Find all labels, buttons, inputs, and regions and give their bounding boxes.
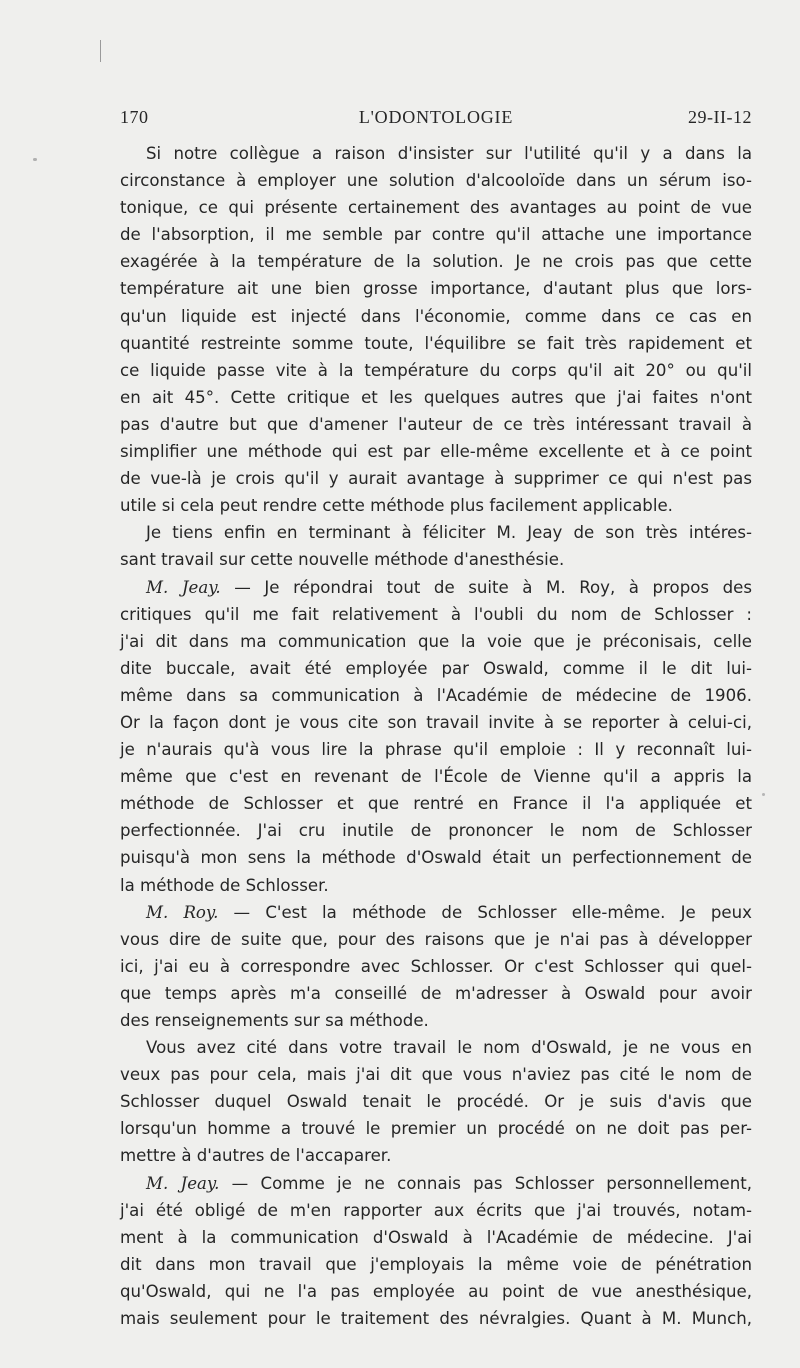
text-line bbox=[120, 303, 752, 330]
line-text: dit dans mon travail que j'employais la même voie de pénétration bbox=[120, 1254, 752, 1274]
line-text: qu'Oswald, qui ne l'a pas employée au point de vue anesthésique, bbox=[120, 1281, 752, 1301]
text-line bbox=[120, 1034, 752, 1061]
line-text: quantité restreinte somme toute, l'équilibre se fait très rapidement et bbox=[120, 333, 752, 353]
text-line bbox=[120, 1278, 752, 1305]
scan-mark bbox=[100, 40, 101, 62]
line-text: simplifier une méthode qui est par elle-même excellente et à ce point bbox=[120, 442, 752, 462]
text-line bbox=[120, 926, 752, 953]
text-line bbox=[120, 167, 752, 194]
text-line bbox=[120, 574, 752, 601]
line-text: sant travail sur cette nouvelle méthode d'anesthésie. bbox=[120, 550, 565, 570]
line-text: exagérée à la température de la solution. Je ne crois pas que cette bbox=[120, 252, 752, 272]
line-text: — Comme je ne connais pas Schlosser personnellement, bbox=[219, 1173, 752, 1193]
text-line bbox=[120, 519, 752, 546]
line-text: de vue-là je crois qu'il y aurait avantage à supprimer ce qui n'est pas bbox=[120, 469, 752, 489]
text-line bbox=[120, 980, 752, 1007]
line-text: — Je répondrai tout de suite à M. Roy, à propos des bbox=[220, 577, 752, 597]
line-text: circonstance à employer une solution d'alcooloïde dans un sérum iso- bbox=[120, 171, 752, 191]
text-line bbox=[120, 1197, 752, 1224]
line-text: Schlosser duquel Oswald tenait le procédé. Or je suis d'avis que bbox=[120, 1092, 752, 1112]
text-line bbox=[120, 275, 752, 302]
text-line bbox=[120, 763, 752, 790]
line-text: Vous avez cité dans votre travail le nom d'Oswald, je ne vous en bbox=[146, 1038, 752, 1058]
line-text: perfectionnée. J'ai cru inutile de prononcer le nom de Schlosser bbox=[120, 821, 752, 841]
text-line bbox=[120, 1251, 752, 1278]
line-text: qu'un liquide est injecté dans l'économie, comme dans ce cas en bbox=[120, 306, 752, 326]
scan-speck bbox=[33, 158, 37, 161]
text-line bbox=[120, 140, 752, 167]
text-line bbox=[120, 655, 752, 682]
text-line bbox=[120, 628, 752, 655]
line-text: Or la façon dont je vous cite son travail invite à se reporter à celui-ci, bbox=[120, 712, 752, 732]
line-text: j'ai été obligé de m'en rapporter aux écrits que j'ai trouvés, notam- bbox=[120, 1200, 752, 1220]
body-text bbox=[120, 140, 752, 1332]
line-text: de l'absorption, il me semble par contre qu'il attache une importance bbox=[120, 225, 752, 245]
text-line bbox=[120, 384, 752, 411]
text-line bbox=[120, 736, 752, 763]
text-line bbox=[120, 872, 752, 899]
line-text: ment à la communication d'Oswald à l'Académie de médecine. J'ai bbox=[120, 1227, 752, 1247]
speaker-name: M. Jeay. bbox=[146, 577, 221, 597]
speaker-name: M. Jeay. bbox=[146, 1173, 220, 1193]
text-line bbox=[120, 492, 752, 519]
line-text: mettre à d'autres de l'accaparer. bbox=[120, 1146, 392, 1166]
scan-speck bbox=[762, 793, 765, 796]
line-text: que temps après m'a conseillé de m'adresser à Oswald pour avoir bbox=[120, 983, 752, 1003]
line-text: — C'est la méthode de Schlosser elle-même. Je peux bbox=[218, 902, 752, 922]
text-line bbox=[120, 411, 752, 438]
text-line bbox=[120, 1305, 752, 1332]
text-line bbox=[120, 1007, 752, 1034]
line-text: même que c'est en revenant de l'École de Vienne qu'il a appris la bbox=[120, 767, 752, 787]
line-text: mais seulement pour le traitement des névralgies. Quant à M. Munch, bbox=[120, 1309, 752, 1329]
text-line bbox=[120, 357, 752, 384]
text-line bbox=[120, 248, 752, 275]
line-text: Je tiens enfin en terminant à féliciter M. Jeay de son très intéres- bbox=[146, 523, 752, 543]
text-line bbox=[120, 1224, 752, 1251]
line-text: ce liquide passe vite à la température du corps qu'il ait 20° ou qu'il bbox=[120, 360, 752, 380]
text-line bbox=[120, 682, 752, 709]
text-line bbox=[120, 194, 752, 221]
line-text: ici, j'ai eu à correspondre avec Schlosser. Or c'est Schlosser qui quel- bbox=[120, 956, 752, 976]
line-text: j'ai dit dans ma communication que la voie que je préconisais, celle bbox=[120, 631, 752, 651]
line-text: puisqu'à mon sens la méthode d'Oswald était un perfectionnement de bbox=[120, 848, 752, 868]
line-text: même dans sa communication à l'Académie de médecine de 1906. bbox=[120, 685, 752, 705]
line-text: veux pas pour cela, mais j'ai dit que vous n'aviez pas cité le nom de bbox=[120, 1065, 752, 1085]
line-text: méthode de Schlosser et que rentré en France il l'a appliquée et bbox=[120, 794, 752, 814]
text-line bbox=[120, 953, 752, 980]
line-text: vous dire de suite que, pour des raisons que je n'ai pas à développer bbox=[120, 929, 752, 949]
text-line bbox=[120, 1170, 752, 1197]
text-line bbox=[120, 709, 752, 736]
text-line bbox=[120, 438, 752, 465]
line-text: tonique, ce qui présente certainement des avantages au point de vue bbox=[120, 198, 752, 218]
line-text: Si notre collègue a raison d'insister sur l'utilité qu'il y a dans la bbox=[146, 144, 752, 163]
running-header bbox=[120, 107, 752, 133]
text-line bbox=[120, 221, 752, 248]
text-line bbox=[120, 844, 752, 871]
line-text: je n'aurais qu'à vous lire la phrase qu'il emploie : Il y reconnaît lui- bbox=[120, 740, 752, 760]
line-text: la méthode de Schlosser. bbox=[120, 875, 329, 895]
line-text: utile si cela peut rendre cette méthode plus facilement applicable. bbox=[120, 496, 673, 516]
line-text: dite buccale, avait été employée par Oswald, comme il le dit lui- bbox=[120, 658, 752, 678]
text-line bbox=[120, 546, 752, 573]
text-line bbox=[120, 899, 752, 926]
line-text: des renseignements sur sa méthode. bbox=[120, 1011, 429, 1030]
text-line bbox=[120, 1061, 752, 1088]
text-line bbox=[120, 1088, 752, 1115]
journal-title: L'ODONTOLOGIE bbox=[358, 107, 514, 127]
text-line bbox=[120, 601, 752, 628]
text-line bbox=[120, 817, 752, 844]
line-text: température ait une bien grosse importance, d'autant plus que lors- bbox=[120, 279, 752, 299]
text-line bbox=[120, 790, 752, 817]
speaker-name: M. Roy. bbox=[146, 902, 219, 922]
issue-date: 29-II-12 bbox=[688, 107, 752, 127]
line-text: lorsqu'un homme a trouvé le premier un procédé on ne doit pas per- bbox=[120, 1119, 752, 1139]
page-number: 170 bbox=[120, 107, 149, 127]
line-text: en ait 45°. Cette critique et les quelques autres que j'ai faites n'ont bbox=[120, 387, 752, 407]
line-text: pas d'autre but que d'amener l'auteur de ce très intéressant travail à bbox=[120, 414, 752, 434]
text-line bbox=[120, 465, 752, 492]
text-line bbox=[120, 1142, 752, 1169]
text-line bbox=[120, 1115, 752, 1142]
text-line bbox=[120, 330, 752, 357]
line-text: critiques qu'il me fait relativement à l'oubli du nom de Schlosser : bbox=[120, 604, 752, 624]
